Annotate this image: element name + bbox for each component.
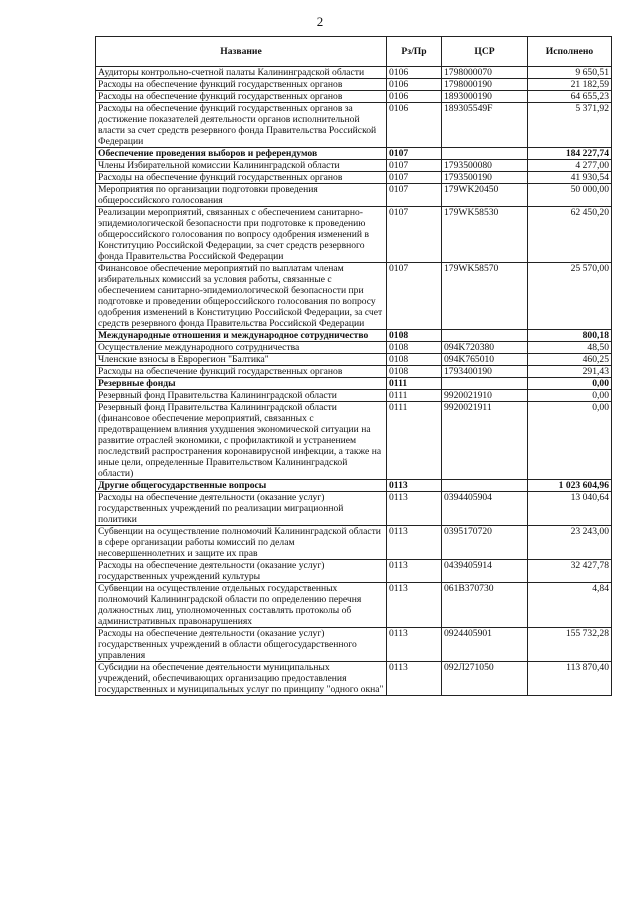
row-rzpr: 0113 xyxy=(387,526,442,560)
row-amount: 25 570,00 xyxy=(528,263,612,330)
table-row xyxy=(96,207,612,263)
row-csr xyxy=(442,330,528,342)
row-rzpr: 0113 xyxy=(387,492,442,526)
row-rzpr: 0107 xyxy=(387,263,442,330)
table-row xyxy=(96,390,612,402)
table-row xyxy=(96,79,612,91)
row-rzpr: 0107 xyxy=(387,207,442,263)
row-rzpr: 0107 xyxy=(387,172,442,184)
row-csr: 061В370730 xyxy=(442,583,528,628)
table-header-row xyxy=(96,37,612,67)
table-row xyxy=(96,184,612,207)
row-name: Резервный фонд Правительства Калининградской области (финансовое обеспечение мероприятий, связанных с предотвращением влияния ухудшения экономической ситуации на развитие отраслей экономики, с профилактикой и устранением последствий распространения коронавирусной инфекции, а также на иные цели, определенные Правительством Калининградской области) xyxy=(96,402,387,480)
row-csr xyxy=(442,148,528,160)
row-rzpr: 0111 xyxy=(387,390,442,402)
row-name: Расходы на обеспечение функций государственных органов за достижение показателей деятельности органов исполнительной власти за счет средств резервного фонда Правительства Российской Федерации xyxy=(96,103,387,148)
row-csr: 0394405904 xyxy=(442,492,528,526)
table-row xyxy=(96,263,612,330)
row-amount: 13 040,64 xyxy=(528,492,612,526)
row-csr: 0439405914 xyxy=(442,560,528,583)
table-row xyxy=(96,67,612,79)
table-row xyxy=(96,172,612,184)
row-rzpr: 0113 xyxy=(387,583,442,628)
table-row xyxy=(96,526,612,560)
row-name: Аудиторы контрольно-счетной палаты Калининградской области xyxy=(96,67,387,79)
row-csr: 179WK20450 xyxy=(442,184,528,207)
table-row xyxy=(96,662,612,696)
row-csr: 1798000190 xyxy=(442,79,528,91)
row-amount: 9 650,51 xyxy=(528,67,612,79)
row-amount: 32 427,78 xyxy=(528,560,612,583)
table-row xyxy=(96,342,612,354)
row-amount: 0,00 xyxy=(528,378,612,390)
header-executed: Исполнено xyxy=(528,37,612,67)
row-name: Финансовое обеспечение мероприятий по выплатам членам избирательных комиссий за условия работы, связанные с обеспечением санитарно-эпидемиологической безопасности при подготовке и проведении общероссийского голосования по вопросу одобрения изменений в Конституцию Российской Федерации, за счет средств резервного фонда Правительства Российской Федерации xyxy=(96,263,387,330)
row-csr xyxy=(442,378,528,390)
row-rzpr: 0107 xyxy=(387,184,442,207)
row-csr: 1798000070 xyxy=(442,67,528,79)
row-csr: 179WK58530 xyxy=(442,207,528,263)
row-name: Международные отношения и международное сотрудничество xyxy=(96,330,387,342)
row-name: Реализации мероприятий, связанных с обеспечением санитарно-эпидемиологической безопасности при подготовке к проведению общероссийского голосования по вопросу одобрения изменений в Конституцию Российской Федерации, за счет средств резервного фонда Правительства Российской Федерации xyxy=(96,207,387,263)
row-csr: 1893000190 xyxy=(442,91,528,103)
row-amount: 291,43 xyxy=(528,366,612,378)
row-csr: 9920021911 xyxy=(442,402,528,480)
row-csr xyxy=(442,480,528,492)
row-name: Члены Избирательной комиссии Калининградской области xyxy=(96,160,387,172)
table-row xyxy=(96,583,612,628)
table-row xyxy=(96,103,612,148)
row-amount: 62 450,20 xyxy=(528,207,612,263)
row-name: Осуществление международного сотрудничества xyxy=(96,342,387,354)
row-rzpr: 0106 xyxy=(387,79,442,91)
row-name: Субвенции на осуществление отдельных государственных полномочий Калининградской области по определению перечня должностных лиц, уполномоченных составлять протоколы об административных правонарушениях xyxy=(96,583,387,628)
row-rzpr: 0107 xyxy=(387,148,442,160)
header-csr: ЦСР xyxy=(442,37,528,67)
table-row xyxy=(96,628,612,662)
row-amount: 21 182,59 xyxy=(528,79,612,91)
row-rzpr: 0111 xyxy=(387,402,442,480)
row-csr: 1793500190 xyxy=(442,172,528,184)
table-row xyxy=(96,492,612,526)
row-name: Резервные фонды xyxy=(96,378,387,390)
row-rzpr: 0106 xyxy=(387,67,442,79)
row-name: Резервный фонд Правительства Калининградской области xyxy=(96,390,387,402)
header-rzpr: Рз/Пр xyxy=(387,37,442,67)
row-rzpr: 0106 xyxy=(387,103,442,148)
row-amount: 0,00 xyxy=(528,402,612,480)
table-row xyxy=(96,354,612,366)
page-number: 2 xyxy=(316,14,324,29)
row-amount: 0,00 xyxy=(528,390,612,402)
row-amount: 48,50 xyxy=(528,342,612,354)
row-name: Расходы на обеспечение функций государственных органов xyxy=(96,79,387,91)
row-rzpr: 0108 xyxy=(387,342,442,354)
row-csr: 1793500080 xyxy=(442,160,528,172)
row-amount: 1 023 604,96 xyxy=(528,480,612,492)
row-name: Расходы на обеспечение функций государственных органов xyxy=(96,366,387,378)
row-rzpr: 0108 xyxy=(387,354,442,366)
row-csr: 094K720380 xyxy=(442,342,528,354)
row-name: Субвенции на осуществление полномочий Калининградской области в сфере организации работы комиссий по делам несовершеннолетних и защите их прав xyxy=(96,526,387,560)
row-rzpr: 0113 xyxy=(387,628,442,662)
table-row xyxy=(96,402,612,480)
row-csr: 0395170720 xyxy=(442,526,528,560)
row-name: Обеспечение проведения выборов и референдумов xyxy=(96,148,387,160)
table-row xyxy=(96,148,612,160)
row-amount: 800,18 xyxy=(528,330,612,342)
table-row xyxy=(96,91,612,103)
table-row xyxy=(96,366,612,378)
table-row xyxy=(96,560,612,583)
row-amount: 41 930,54 xyxy=(528,172,612,184)
row-amount: 184 227,74 xyxy=(528,148,612,160)
row-csr: 0924405901 xyxy=(442,628,528,662)
row-csr: 189305549F xyxy=(442,103,528,148)
row-name: Расходы на обеспечение деятельности (оказание услуг) государственных учреждений в области общегосударственного управления xyxy=(96,628,387,662)
row-amount: 113 870,40 xyxy=(528,662,612,696)
table-row xyxy=(96,378,612,390)
row-csr: 092Л271050 xyxy=(442,662,528,696)
row-rzpr: 0108 xyxy=(387,366,442,378)
row-rzpr: 0113 xyxy=(387,480,442,492)
row-name: Расходы на обеспечение деятельности (оказание услуг) государственных учреждений культуры xyxy=(96,560,387,583)
row-rzpr: 0106 xyxy=(387,91,442,103)
row-amount: 155 732,28 xyxy=(528,628,612,662)
row-amount: 5 371,92 xyxy=(528,103,612,148)
table-row xyxy=(96,160,612,172)
row-csr: 179WK58570 xyxy=(442,263,528,330)
row-name: Субсидии на обеспечение деятельности муниципальных учреждений, обеспечивающих организацию предоставления государственных и муниципальных услуг по принципу "одного окна" xyxy=(96,662,387,696)
row-rzpr: 0108 xyxy=(387,330,442,342)
table-row xyxy=(96,330,612,342)
row-rzpr: 0113 xyxy=(387,560,442,583)
row-amount: 64 655,23 xyxy=(528,91,612,103)
table-row xyxy=(96,480,612,492)
budget-table xyxy=(95,36,612,696)
row-rzpr: 0111 xyxy=(387,378,442,390)
row-name: Расходы на обеспечение функций государственных органов xyxy=(96,91,387,103)
row-amount: 460,25 xyxy=(528,354,612,366)
row-amount: 4 277,00 xyxy=(528,160,612,172)
header-name: Название xyxy=(96,37,387,67)
row-name: Другие общегосударственные вопросы xyxy=(96,480,387,492)
row-rzpr: 0113 xyxy=(387,662,442,696)
row-csr: 094K765010 xyxy=(442,354,528,366)
row-amount: 50 000,00 xyxy=(528,184,612,207)
row-amount: 23 243,00 xyxy=(528,526,612,560)
row-csr: 1793400190 xyxy=(442,366,528,378)
row-name: Расходы на обеспечение деятельности (оказание услуг) государственных учреждений по реализации миграционной политики xyxy=(96,492,387,526)
row-name: Расходы на обеспечение функций государственных органов xyxy=(96,172,387,184)
row-name: Мероприятия по организации подготовки проведения общероссийского голосования xyxy=(96,184,387,207)
row-amount: 4,84 xyxy=(528,583,612,628)
row-rzpr: 0107 xyxy=(387,160,442,172)
row-csr: 9920021910 xyxy=(442,390,528,402)
row-name: Членские взносы в Еврорегион "Балтика" xyxy=(96,354,387,366)
